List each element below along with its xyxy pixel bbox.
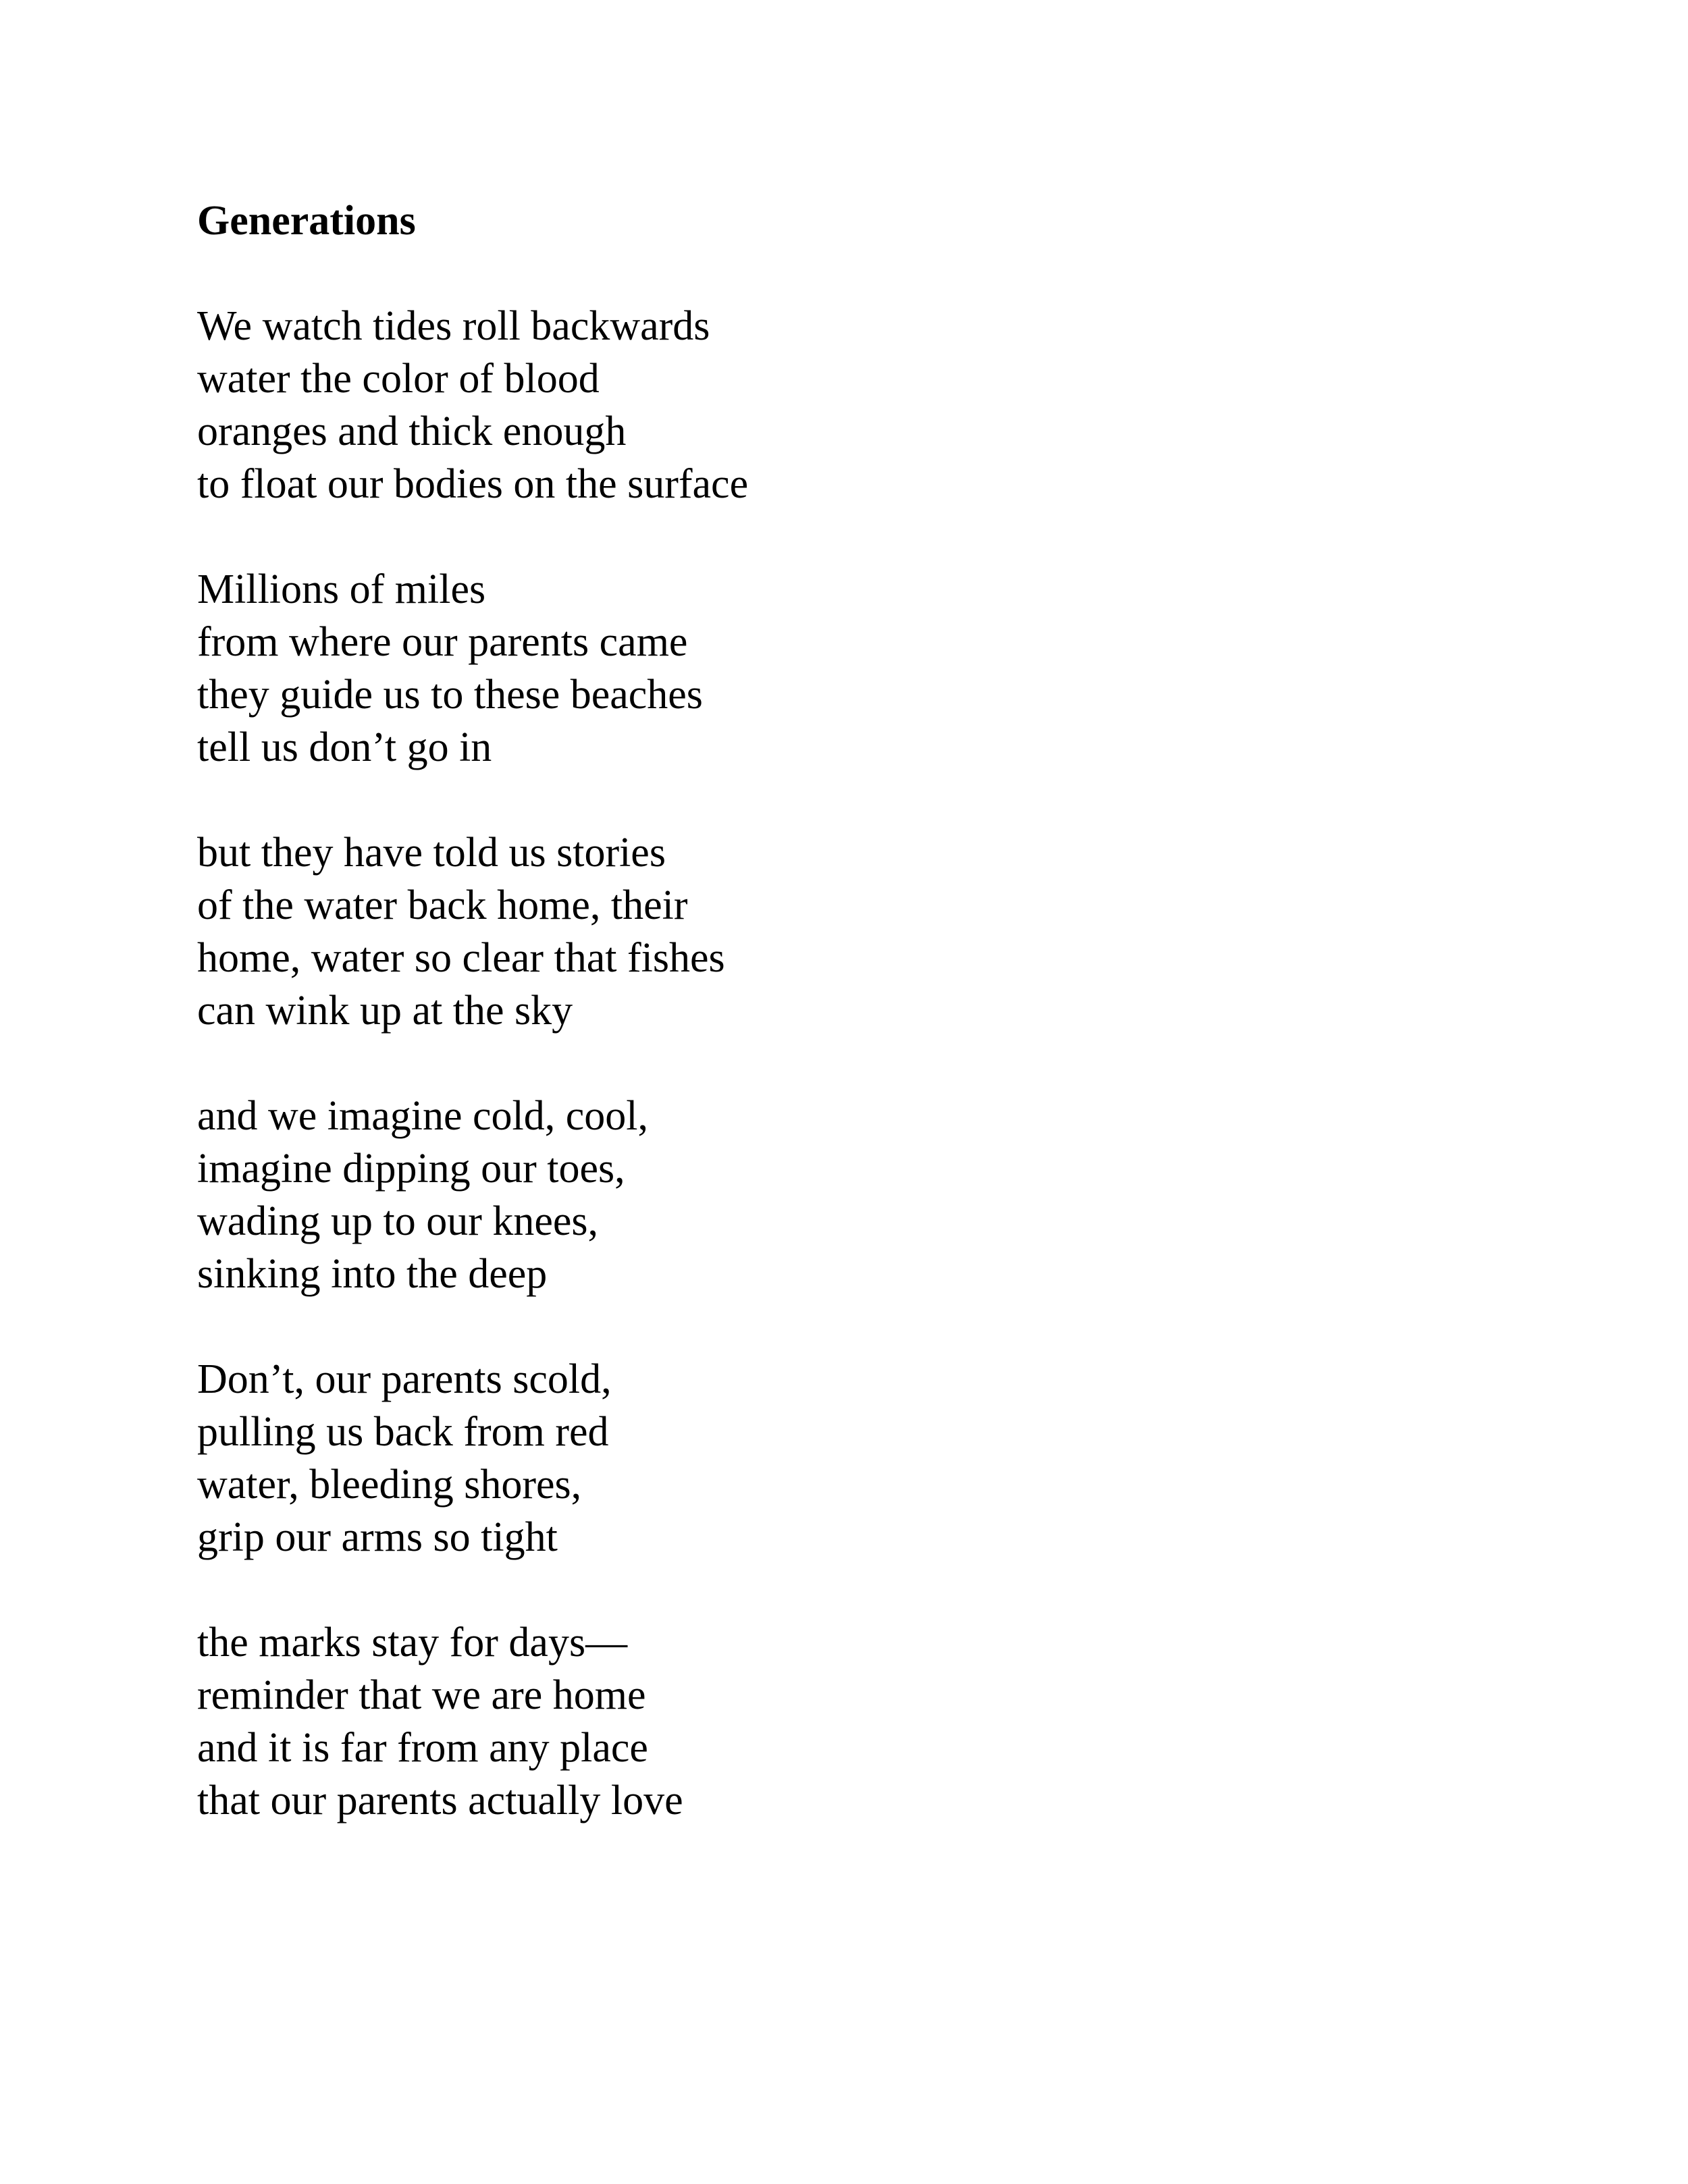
stanza-4 — [197, 1090, 1210, 1300]
poem-line: tell us don’t go in — [197, 724, 492, 770]
poem-line: the marks stay for days— — [197, 1620, 628, 1666]
poem-line: but they have told us stories — [197, 830, 666, 876]
poem-line: imagine dipping our toes, — [197, 1146, 625, 1192]
poem-line: wading up to our knees, — [197, 1198, 599, 1244]
poem-line: and it is far from any place — [197, 1725, 648, 1771]
poem-line: from where our parents came — [197, 619, 688, 665]
poem-line: home, water so clear that fishes — [197, 935, 725, 981]
poem-line: We watch tides roll backwards — [197, 303, 710, 349]
poem-line: pulling us back from red — [197, 1409, 609, 1455]
stanza-3 — [197, 826, 1210, 1037]
poem-line: can wink up at the sky — [197, 988, 573, 1034]
stanza-5 — [197, 1353, 1210, 1564]
poem-line: they guide us to these beaches — [197, 672, 703, 718]
poem-line: Millions of miles — [197, 566, 486, 612]
poem-line: and we imagine cold, cool, — [197, 1093, 649, 1139]
poem-line: water, bleeding shores, — [197, 1462, 582, 1508]
poem-line: water the color of blood — [197, 356, 600, 402]
poem-line: to float our bodies on the surface — [197, 461, 749, 507]
poem-line: Don’t, our parents scold, — [197, 1356, 612, 1402]
poem-line: reminder that we are home — [197, 1672, 646, 1718]
stanza-6 — [197, 1616, 1210, 1827]
poem-line: of the water back home, their — [197, 882, 688, 928]
poem-line: sinking into the deep — [197, 1251, 548, 1297]
stanza-2 — [197, 563, 1210, 774]
poem-title: Generations — [197, 198, 416, 244]
stanza-1 — [197, 300, 1210, 510]
poem-line: oranges and thick enough — [197, 408, 627, 454]
poem-line: grip our arms so tight — [197, 1514, 558, 1560]
poem — [197, 194, 1210, 1827]
poem-line: that our parents actually love — [197, 1778, 683, 1823]
